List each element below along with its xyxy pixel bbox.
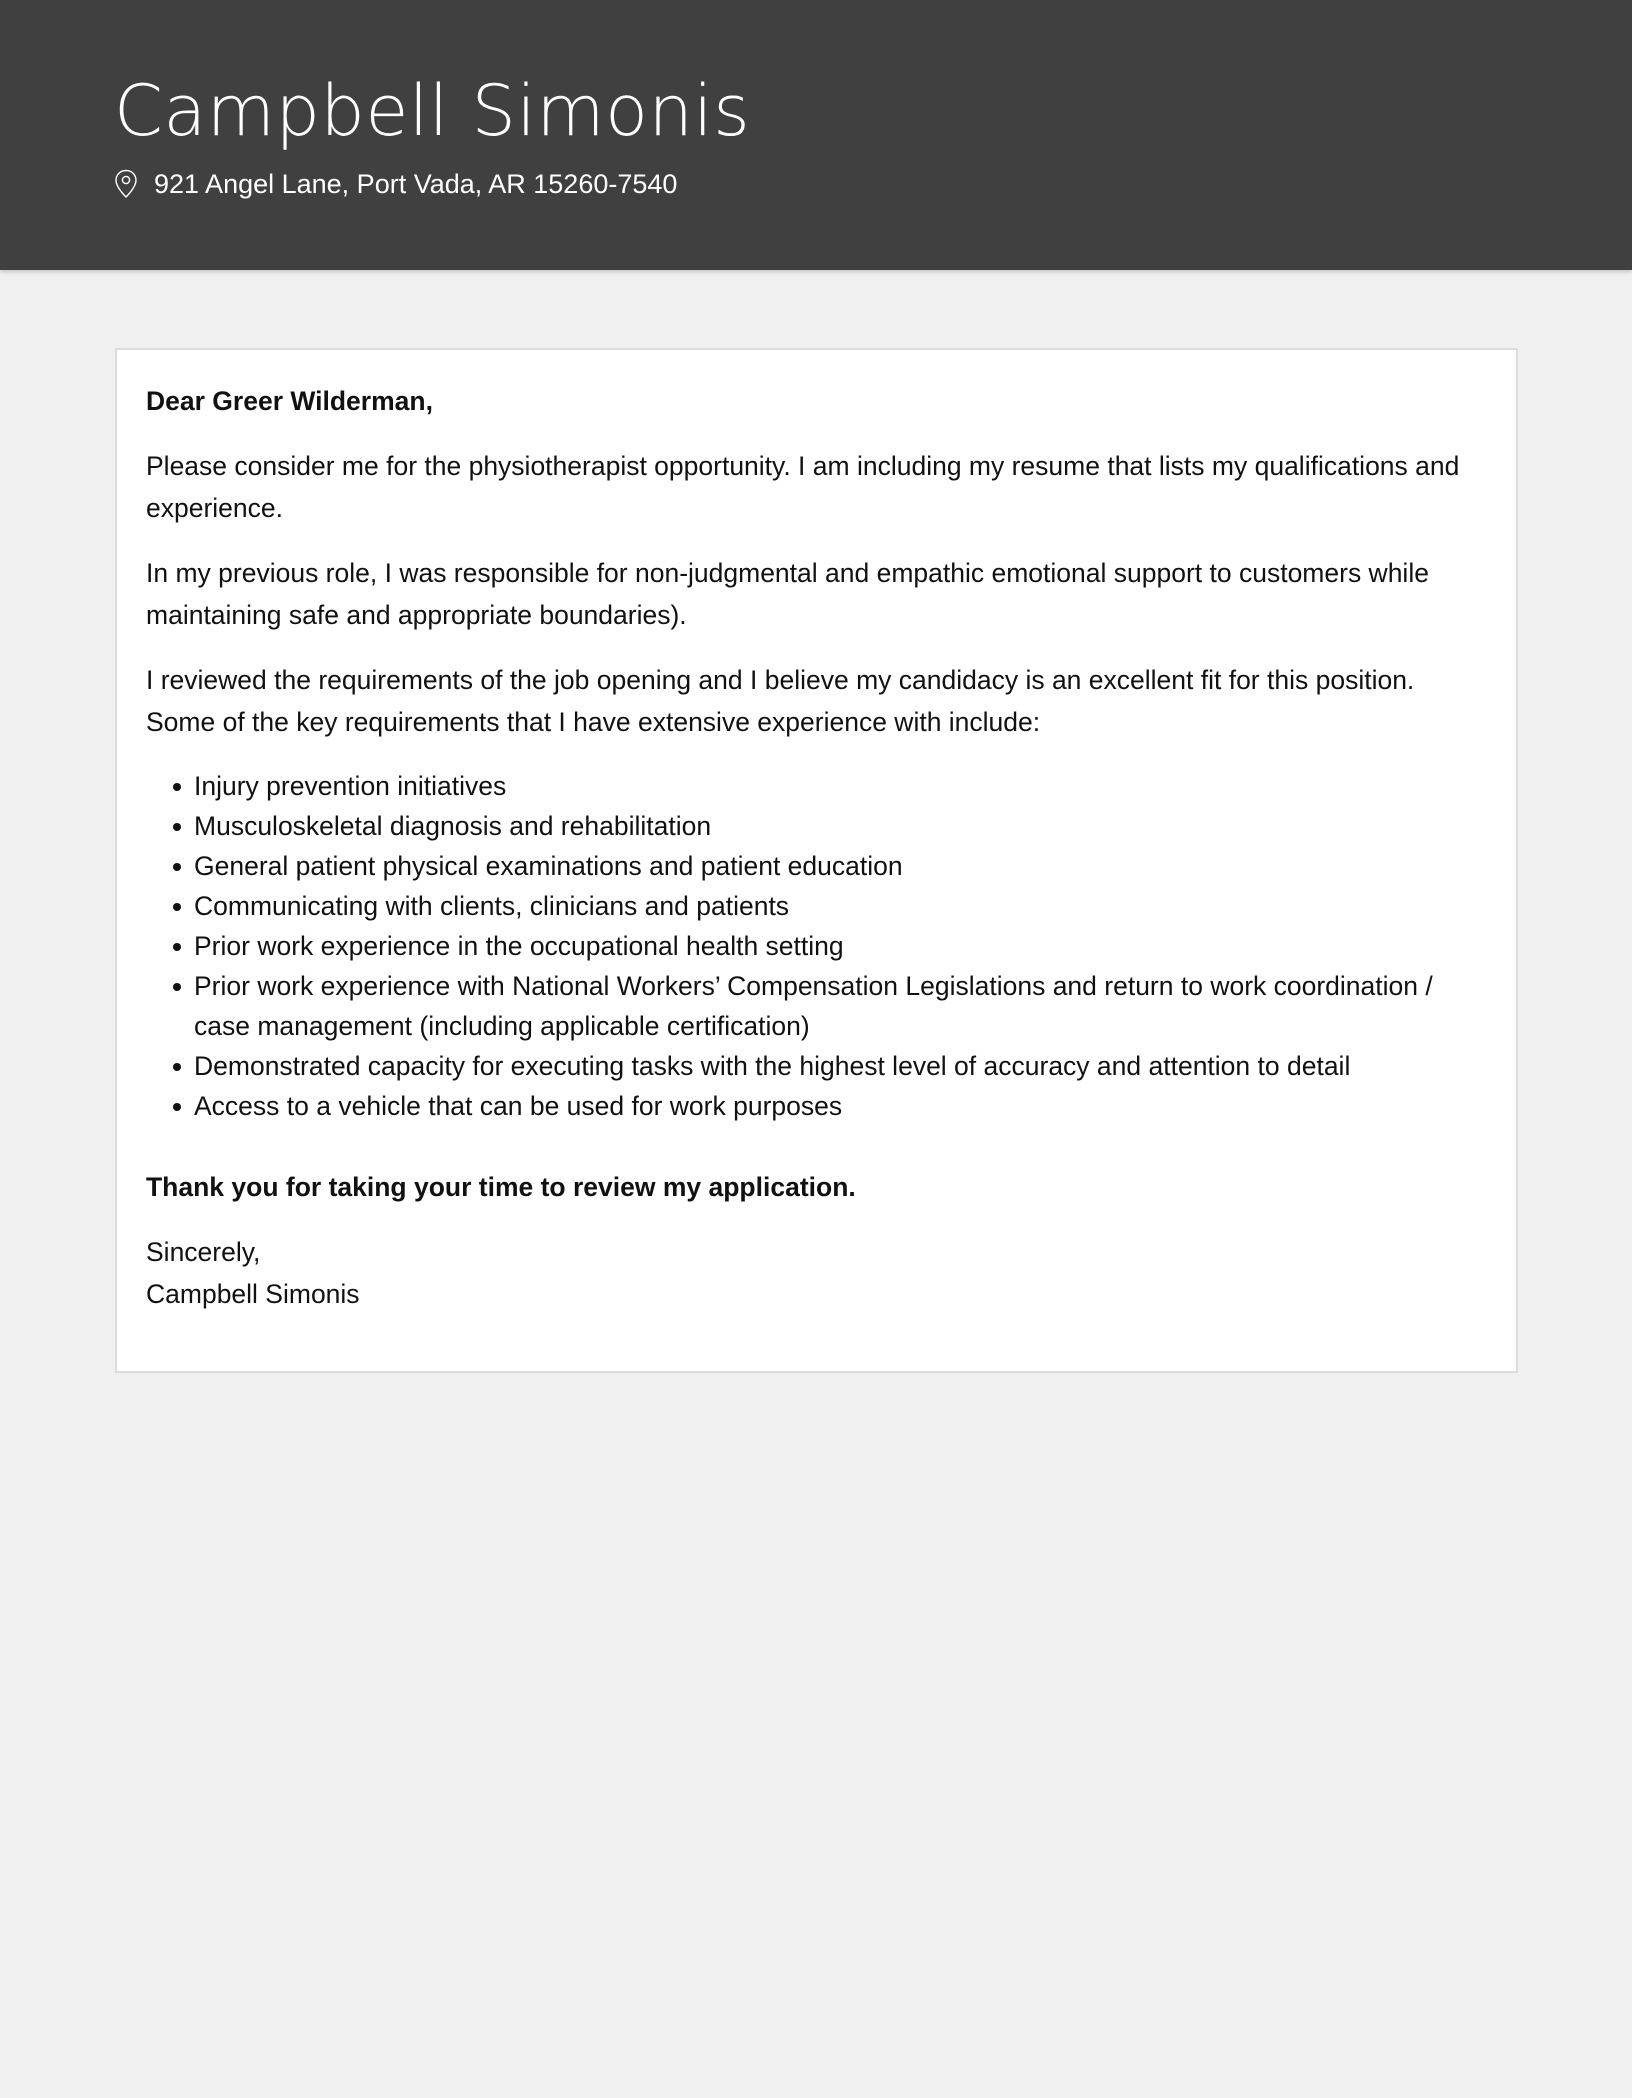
signoff: Sincerely, xyxy=(146,1237,261,1267)
list-item: Musculoskeletal diagnosis and rehabilitation xyxy=(146,806,1487,846)
paragraph-intro: Please consider me for the physiotherapist opportunity. I am including my resume that lists my qualifications and experience. xyxy=(146,451,1460,523)
address-row xyxy=(114,166,677,202)
list-item: Prior work experience with National Workers’ Compensation Legislations and return to work coordination / case management (including applicable certification) xyxy=(146,966,1487,1046)
paragraph-previous-role: In my previous role, I was responsible for non-judgmental and empathic emotional support to customers while maintaining safe and appropriate boundaries). xyxy=(146,558,1429,630)
page-header xyxy=(0,0,1632,270)
list-item: Injury prevention initiatives xyxy=(146,766,1487,806)
list-item: Communicating with clients, clinicians and patients xyxy=(146,886,1487,926)
letter-card xyxy=(115,348,1518,1373)
paragraph-requirements-intro: I reviewed the requirements of the job opening and I believe my candidacy is an excellent fit for this position. Some of the key requirements that I have extensive experience with include: xyxy=(146,665,1415,737)
map-pin-icon xyxy=(114,169,138,199)
list-item: Access to a vehicle that can be used for work purposes xyxy=(146,1086,1487,1126)
signature-name: Campbell Simonis xyxy=(146,1279,360,1309)
list-item: Prior work experience in the occupational health setting xyxy=(146,926,1487,966)
salutation: Dear Greer Wilderman, xyxy=(146,386,433,416)
list-item: General patient physical examinations and patient education xyxy=(146,846,1487,886)
requirements-list xyxy=(146,766,1487,1126)
applicant-name: Campbell Simonis xyxy=(114,70,751,152)
closing-line: Thank you for taking your time to review my application. xyxy=(146,1172,856,1202)
list-item: Demonstrated capacity for executing tasks with the highest level of accuracy and attention to detail xyxy=(146,1046,1487,1086)
address-text: 921 Angel Lane, Port Vada, AR 15260-7540 xyxy=(154,168,678,199)
